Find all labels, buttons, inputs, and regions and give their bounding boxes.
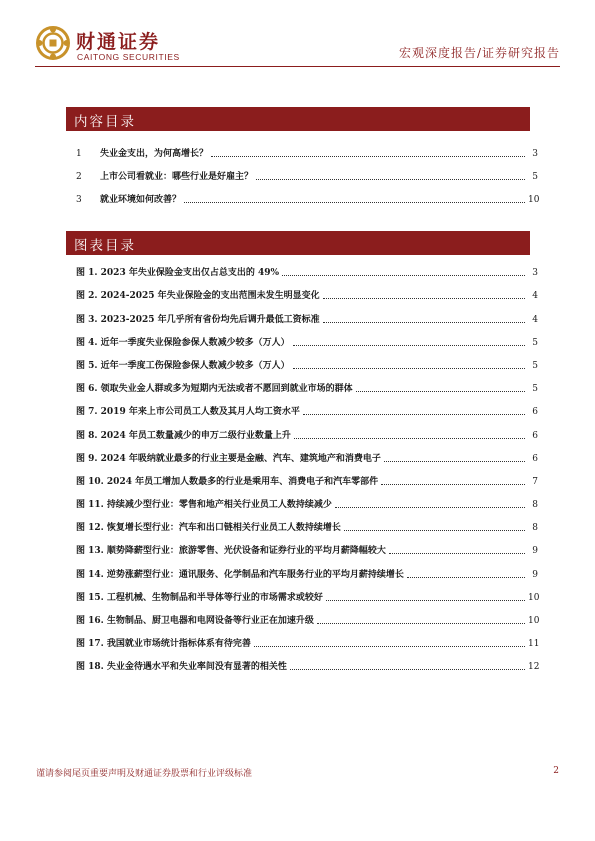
dot-leader [389,553,525,554]
figures-heading [66,231,530,255]
dot-leader [184,202,525,203]
coin-logo-icon [36,26,70,60]
entry-page-number: 3 [532,268,538,279]
dot-leader [407,577,525,578]
toc-entry-title: 失业金支出，为何高增长？ [100,149,209,159]
brand-name-cn: 财通证券 [76,31,161,53]
dot-leader [254,646,525,647]
entry-page-number: 6 [532,407,538,418]
entry-page-number: 4 [532,291,538,302]
figure-entry[interactable] [76,325,538,348]
entry-page-number: 5 [532,360,538,371]
toc-entry-number: 1 [76,149,82,159]
dot-leader [211,156,525,157]
figure-entry[interactable] [76,301,538,324]
entry-page-number: 12 [528,662,540,673]
entry-page-number: 6 [532,453,538,464]
dot-leader [293,345,525,346]
figure-entry-title: 图 14. 逆势涨薪型行业：通讯服务、化学制品和汽车服务行业的平均月薪持续增长 [76,569,404,580]
page-number: 2 [553,766,559,776]
figure-entry[interactable] [76,487,538,510]
figure-entry[interactable] [76,510,538,533]
figure-entry[interactable] [76,278,538,301]
contents-heading-label: 内容目录 [74,114,136,130]
entry-page-number: 10 [528,195,540,205]
toc-entry-title: 上市公司看就业：哪些行业是好雇主？ [100,172,254,182]
figure-entry[interactable] [76,464,538,487]
figure-entry-title: 图 10. 2024 年员工增加人数最多的行业是乘用车、消费电子和汽车零部件 [76,476,379,487]
dot-leader [256,179,525,180]
figure-entry-title: 图 13. 顺势降薪型行业：旅游零售、光伏设备和证券行业的平均月薪降幅较大 [76,546,386,557]
figure-entry[interactable] [76,580,538,603]
figure-entry-title: 图 17. 我国就业市场统计指标体系有待完善 [76,639,251,650]
figure-entry-title: 图 6. 领取失业金人群或多为短期内无法或者不愿回到就业市场的群体 [76,384,353,395]
figure-entry-title: 图 4. 近年一季度失业保险参保人数减少较多（万人） [76,337,290,348]
toc-entry[interactable] [76,159,538,182]
dot-leader [317,623,525,624]
entry-page-number: 6 [532,430,538,441]
figure-entry-title: 图 12. 恢复增长型行业：汽车和出口链相关行业员工人数持续增长 [76,523,341,534]
entry-page-number: 8 [532,523,538,534]
dot-leader [290,669,525,670]
dot-leader [293,368,525,369]
figure-entry-title: 图 16. 生物制品、厨卫电器和电网设备等行业正在加速升级 [76,616,314,626]
figure-entry-title: 图 7. 2019 年来上市公司员工人数及其月人均工资水平 [76,407,300,418]
dot-leader [335,507,525,508]
entry-page-number: 9 [532,569,538,580]
dot-leader [303,414,525,415]
entry-page-number: 4 [532,314,538,325]
dot-leader [294,438,525,439]
entry-page-number: 10 [528,616,540,626]
brand-name-en: CAITONG SECURITIES [77,52,180,62]
figure-entry[interactable] [76,649,538,672]
toc-entry-number: 3 [76,195,82,205]
figure-entry-title: 图 15. 工程机械、生物制品和半导体等行业的市场需求或较好 [76,592,323,603]
entry-page-number: 11 [528,639,540,650]
dot-leader [381,484,525,485]
figure-entry[interactable] [76,255,538,278]
dot-leader [282,275,525,276]
figure-entry-title: 图 11. 持续减少型行业：零售和地产相关行业员工人数持续减少 [76,500,332,511]
figure-entry-title: 图 18. 失业金待遇水平和失业率间没有显著的相关性 [76,662,287,673]
page-header [0,0,595,72]
footer-disclaimer: 谨请参阅尾页重要声明及财通证券股票和行业评级标准 [36,769,253,779]
figure-entry[interactable] [76,371,538,394]
toc-entry[interactable] [76,136,538,159]
contents-heading [66,107,530,131]
contents-list [76,136,538,205]
dot-leader [384,461,525,462]
toc-entry-title: 就业环境如何改善？ [100,195,182,205]
dot-leader [323,322,525,323]
figure-entry-title: 图 1. 2023 年失业保险金支出仅占总支出的 49% [76,268,280,279]
entry-page-number: 8 [532,500,538,511]
figure-entry[interactable] [76,556,538,579]
figure-entry[interactable] [76,348,538,371]
toc-entry[interactable] [76,182,538,205]
entry-page-number: 5 [532,337,538,348]
entry-page-number: 9 [532,546,538,557]
entry-page-number: 5 [532,172,538,182]
figure-entry[interactable] [76,626,538,649]
header-divider [35,66,560,67]
figure-entry-title: 图 3. 2023-2025 年几乎所有省份均先后调升最低工资标准 [76,314,320,325]
dot-leader [326,600,525,601]
dot-leader [356,391,525,392]
entry-page-number: 5 [532,384,538,395]
figure-entry-title: 图 8. 2024 年员工数量减少的申万二级行业数量上升 [76,430,291,441]
figure-entry[interactable] [76,603,538,626]
figures-list [76,255,538,672]
toc-entry-number: 2 [76,172,82,182]
dot-leader [344,530,525,531]
figure-entry[interactable] [76,533,538,556]
figures-heading-label: 图表目录 [74,238,136,254]
entry-page-number: 10 [528,592,540,603]
figure-entry[interactable] [76,417,538,440]
figure-entry-title: 图 5. 近年一季度工伤保险参保人数减少较多（万人） [76,360,290,371]
figure-entry-title: 图 2. 2024-2025 年失业保险金的支出范围未发生明显变化 [76,291,320,302]
dot-leader [323,298,525,299]
figure-entry[interactable] [76,394,538,417]
figure-entry[interactable] [76,441,538,464]
entry-page-number: 3 [532,149,538,159]
entry-page-number: 7 [532,476,538,487]
report-type: 宏观深度报告/证券研究报告 [398,46,560,60]
figure-entry-title: 图 9. 2024 年吸纳就业最多的行业主要是金融、汽车、建筑地产和消费电子 [76,453,381,464]
